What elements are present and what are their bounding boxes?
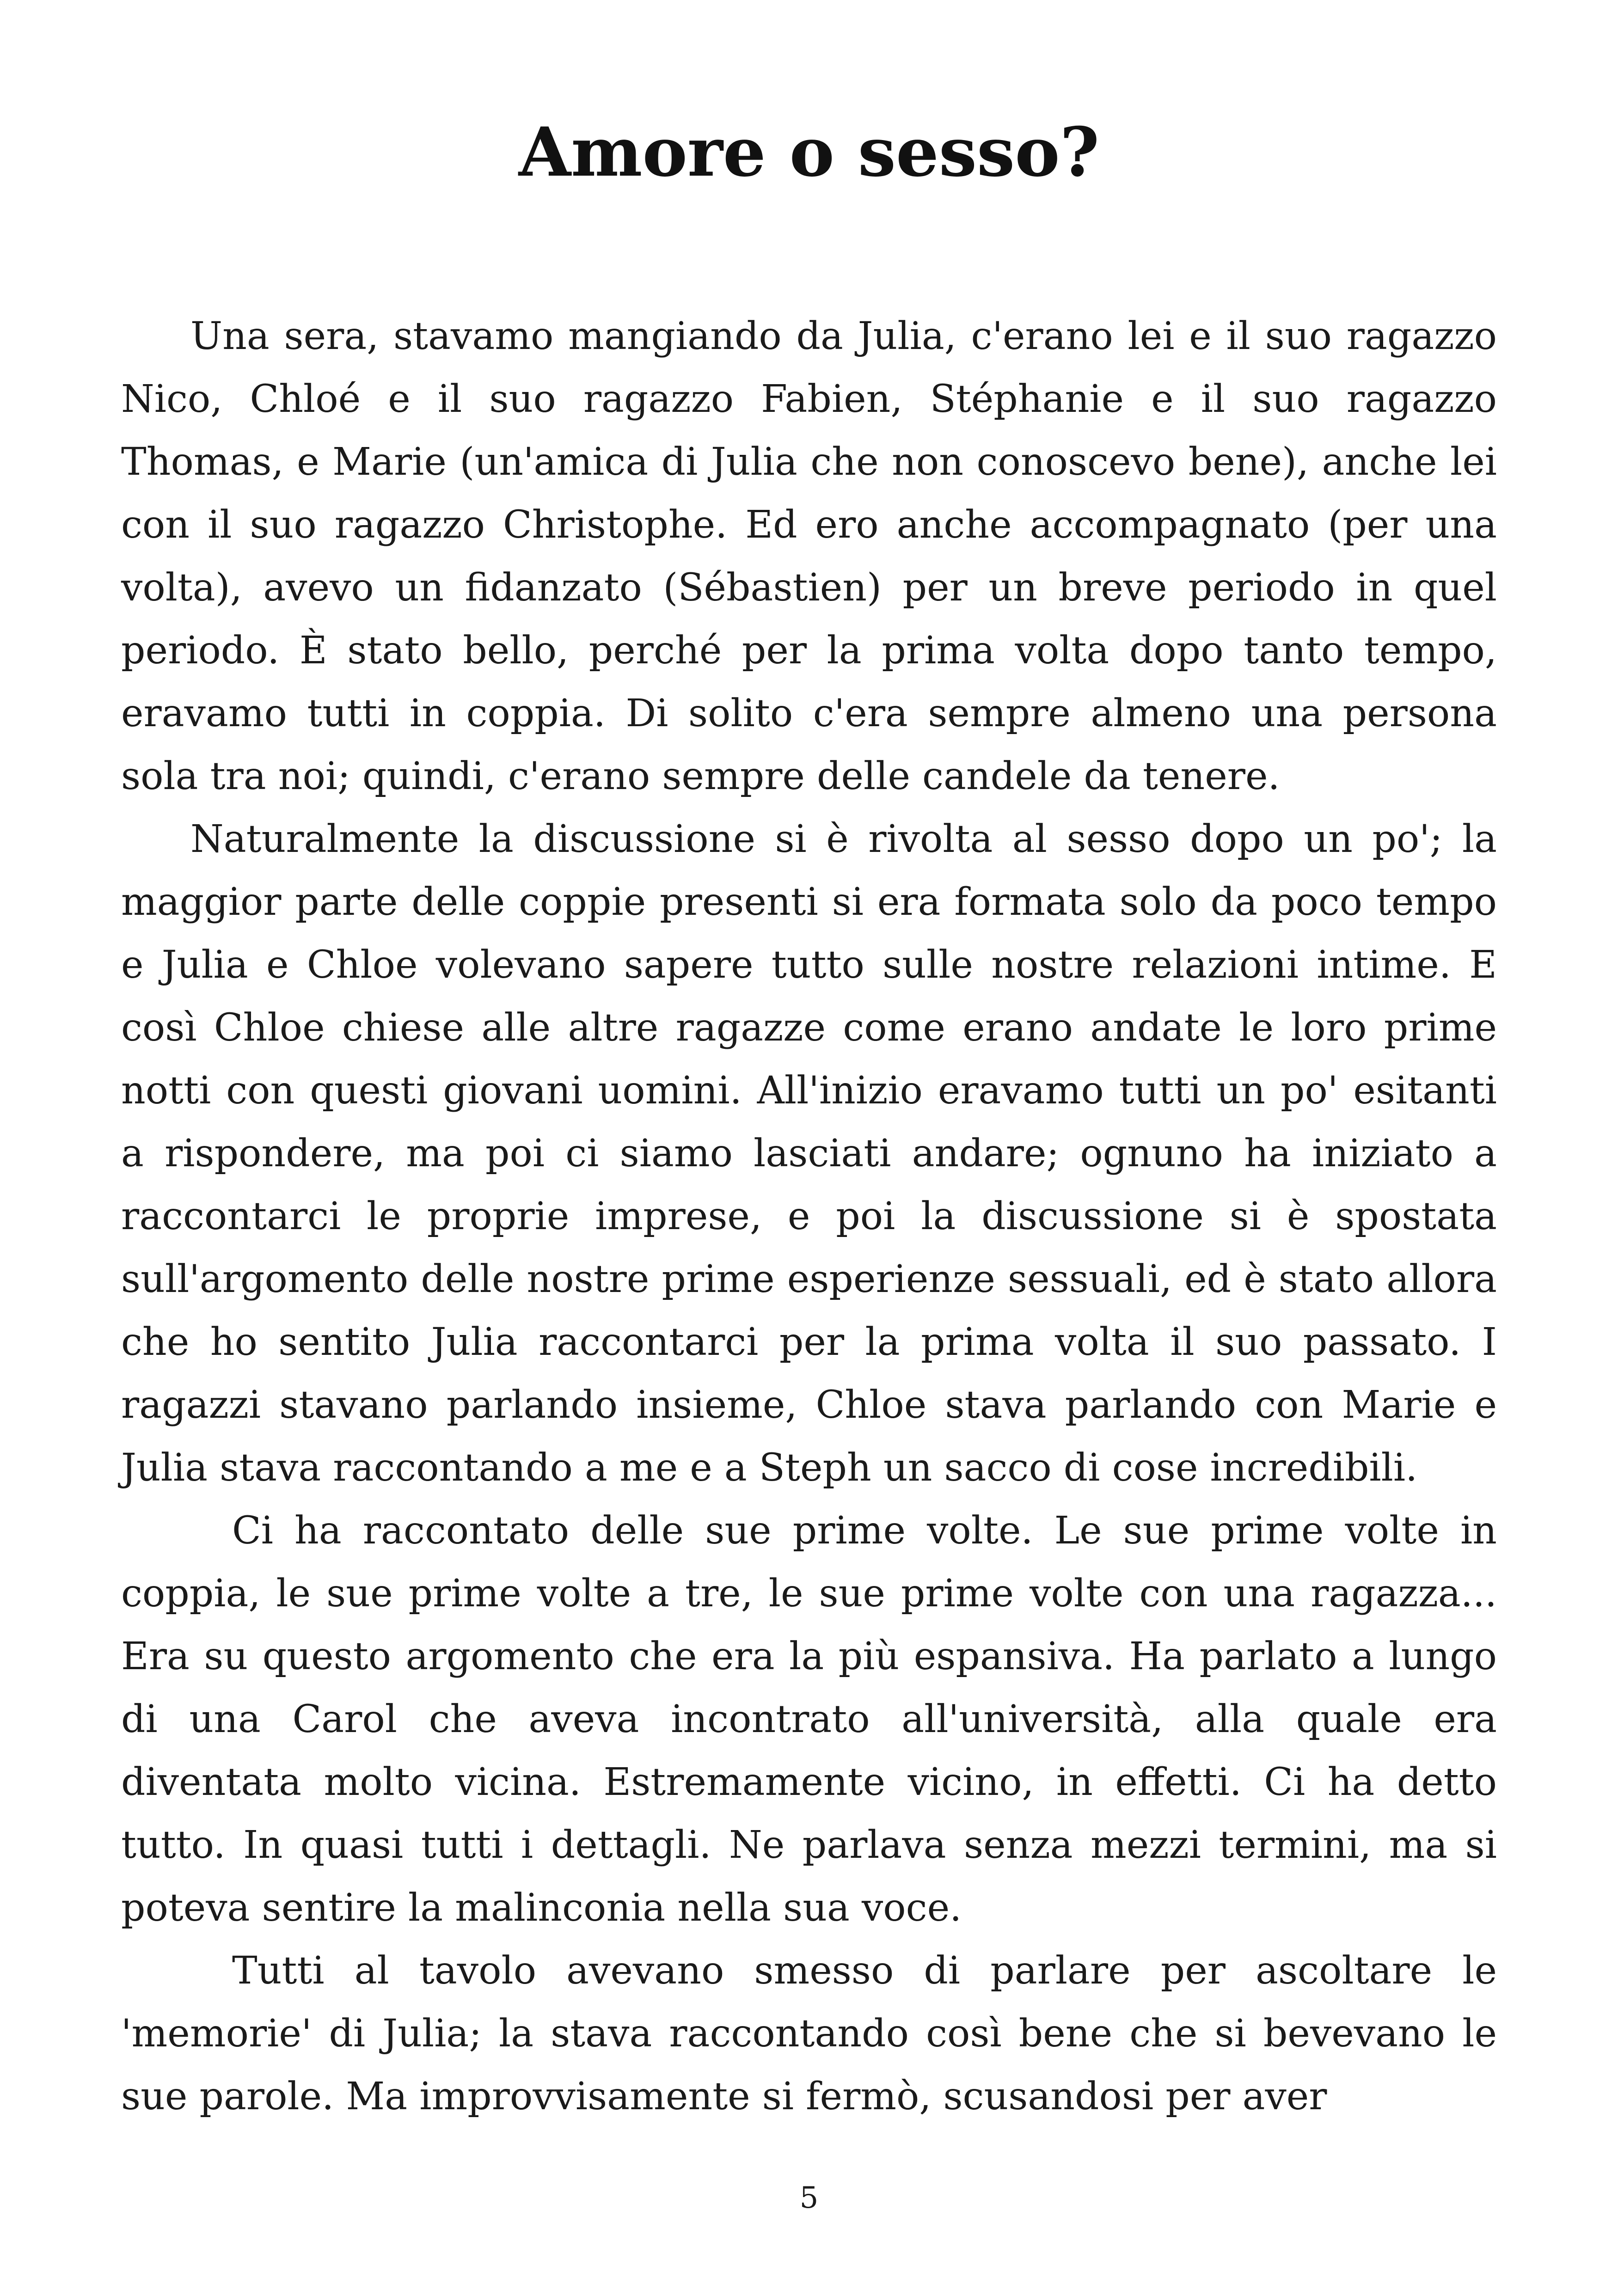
paragraph-2: Naturalmente la discussione si è rivolta al sesso dopo un po'; la maggior parte delle coppie presenti si era formata solo da poco tempo e Julia e Chloe volevano sapere tutto sulle nostre relazioni intime. E così Chloe chiese alle altre ragazze come erano andate le loro prime notti con questi giovani uomini. All'inizio eravamo tutti un po' esitanti a rispondere, ma poi ci siamo lasciati andare; ognuno ha iniziato a raccontarci le proprie imprese, e poi la discussione si è spostata sull'argomento delle nostre prime esperienze sessuali, ed è stato allora che ho sentito Julia raccontarci per la prima volta il suo passato. I ragazzi stavano parlando insieme, Chloe stava parlando con Marie e Julia stava raccontando a me e a Steph un sacco di cose incredibili. [121,817,1497,1490]
chapter-title: Amore o sesso? [518,113,1100,192]
paragraph-3: Ci ha raccontato delle sue prime volte. Le sue prime volte in coppia, le sue prime volte a tre, le sue prime volte con una ragazza... Era su questo argomento che era la più espansiva. Ha parlato a lungo di una Carol che aveva incontrato all'università, alla quale era diventata molto vicina. Estremamente vicino, in effetti. Ci ha detto tutto. In quasi tutti i dettagli. Ne parlava senza mezzi termini, ma si poteva sentire la malinconia nella sua voce. [121,1509,1497,1930]
body-text [121,305,1497,2128]
page-number: 5 [799,2181,819,2215]
paragraph-4: Tutti al tavolo avevano smesso di parlare per ascoltare le 'memorie' di Julia; la stava raccontando così bene che si bevevano le sue parole. Ma improvvisamente si fermò, scusandosi per aver [121,1949,1497,2118]
paragraph-1: Una sera, stavamo mangiando da Julia, c'erano lei e il suo ragazzo Nico, Chloé e il suo ragazzo Fabien, Stéphanie e il suo ragazzo Thomas, e Marie (un'amica di Julia che non conoscevo bene), anche lei con il suo ragazzo Christophe. Ed ero anche accompagnato (per una volta), avevo un fidanzato (Sébastien) per un breve periodo in quel periodo. È stato bello, perché per la prima volta dopo tanto tempo, eravamo tutti in coppia. Di solito c'era sempre almeno una persona sola tra noi; quindi, c'erano sempre delle candele da tenere. [121,314,1497,798]
